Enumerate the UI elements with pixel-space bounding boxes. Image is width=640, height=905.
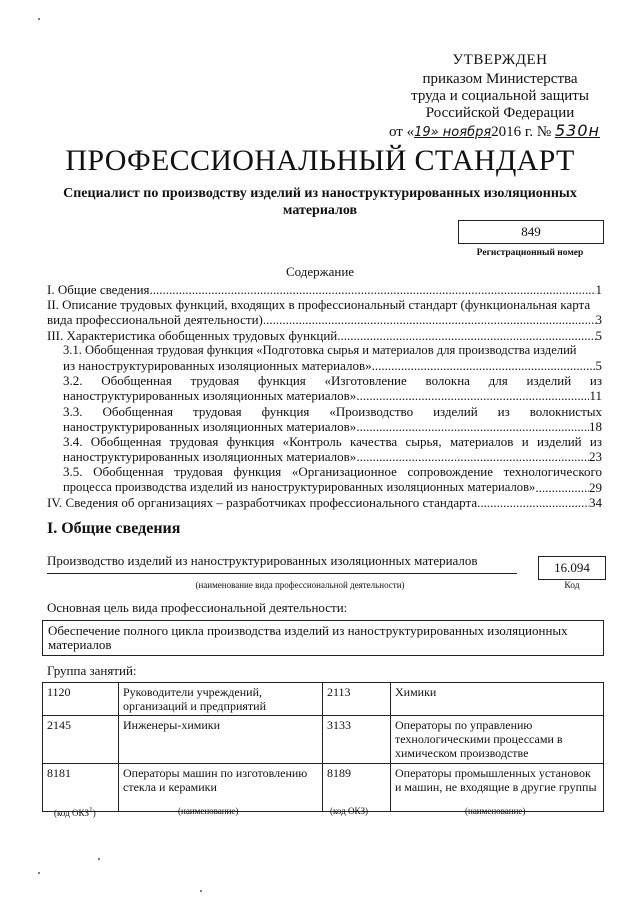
toc-item[interactable]: II. Описание трудовых функций, входящих в профессиональный стандарт (функциональная карта вида профессиональной деятельности) ..... 3 <box>47 297 602 327</box>
okz-code: 3133 <box>323 716 391 764</box>
okz-code-caption-2: (код ОКЗ) <box>330 806 368 816</box>
document-title: ПРОФЕССИОНАЛЬНЫЙ СТАНДАРТ <box>65 144 575 177</box>
scan-speck <box>98 858 100 860</box>
activity-kind: Производство изделий из наноструктурированных изоляционных материалов <box>47 553 517 574</box>
date-handwritten: 19» ноября <box>414 125 492 140</box>
occupation-name: Операторы по управлению технологическими процессами в химическом производстве <box>391 716 604 764</box>
okz-code: 8181 <box>43 764 119 812</box>
occupation-group-table <box>42 682 604 812</box>
toc-item[interactable]: 3.3. Обобщенная трудовая функция «Производство изделий из волокнистых наноструктурированных изоляционных материалов» ..... 18 <box>47 404 602 434</box>
approval-line-2: труда и социальной защиты <box>411 88 589 104</box>
okz-code: 1120 <box>43 683 119 716</box>
scan-speck <box>38 18 40 20</box>
occupation-group-label: Группа занятий: <box>47 663 137 678</box>
table-row <box>43 683 604 716</box>
okz-code: 2145 <box>43 716 119 764</box>
toc-item[interactable]: 3.5. Обобщенная трудовая функция «Организационное сопровождение технологического процесса производства изделий из наноструктурированных изоляционных материалов» ..... 29 <box>47 464 602 494</box>
date-year: 2016 г. № <box>491 124 552 140</box>
activity-kind-caption: (наименование вида профессиональной деятельности) <box>195 580 405 590</box>
table-row <box>43 716 604 764</box>
toc-item[interactable]: IV. Сведения об организациях – разработчиках профессионального стандарта ..... 34 <box>47 495 602 510</box>
code-caption: Код <box>564 581 580 591</box>
approval-block <box>385 52 615 141</box>
approval-line-1: приказом Министерства <box>422 71 578 87</box>
toc-item[interactable]: 3.1. Обобщенная трудовая функция «Подготовка сырья и материалов для производства изделий из наноструктурированных изоляционных материалов» ..... 5 <box>47 343 602 373</box>
occupation-name: Операторы промышленных установок и машин, не входящие в другие группы <box>391 764 604 812</box>
okz-code: 2113 <box>323 683 391 716</box>
approval-line-3: Российской Федерации <box>425 105 575 121</box>
occupation-name: Операторы машин по изготовлению стекла и керамики <box>119 764 323 812</box>
name-caption-2: (наименование) <box>465 806 526 816</box>
document-subtitle: Специалист по производству изделий из наноструктурированных изоляционных материалов <box>63 186 577 218</box>
order-number: 530н <box>554 121 600 140</box>
table-row <box>43 764 604 812</box>
occupation-name: Инженеры-химики <box>119 716 323 764</box>
scan-speck <box>38 872 40 874</box>
registration-number-box: 849 <box>458 220 604 244</box>
approval-date-line <box>385 122 615 141</box>
table-of-contents <box>47 282 602 510</box>
goal-label: Основная цель вида профессиональной деятельности: <box>47 600 348 615</box>
toc-item[interactable]: I. Общие сведения ..... 1 <box>47 282 602 297</box>
date-prefix: от « <box>389 124 415 140</box>
toc-item[interactable]: III. Характеристика обобщенных трудовых функций ..... 5 <box>47 328 602 343</box>
toc-item[interactable]: 3.4. Обобщенная трудовая функция «Контроль качества сырья, материалов и изделий из наноструктурированных изоляционных материалов» ..... 23 <box>47 434 602 464</box>
toc-item[interactable]: 3.2. Обобщенная трудовая функция «Изготовление волокна для изделий из наноструктурированных изоляционных материалов» ..... 11 <box>47 373 602 403</box>
section-title: I. Общие сведения <box>47 520 181 537</box>
occupation-name: Руководители учреждений, организаций и предприятий <box>119 683 323 716</box>
activity-code-box: 16.094 <box>538 556 606 580</box>
approval-title: УТВЕРЖДЕН <box>452 52 548 68</box>
okz-code-caption: (код ОКЗ$^1$) <box>54 805 96 818</box>
scan-speck <box>200 890 202 892</box>
name-caption: (наименование) <box>178 806 239 816</box>
goal-box: Обеспечение полного цикла производства изделий из наноструктурированных изоляционных материалов <box>42 620 604 656</box>
okz-code: 8189 <box>323 764 391 812</box>
toc-heading: Содержание <box>285 264 355 279</box>
occupation-name: Химики <box>391 683 604 716</box>
registration-number-label: Регистрационный номер <box>476 248 584 258</box>
